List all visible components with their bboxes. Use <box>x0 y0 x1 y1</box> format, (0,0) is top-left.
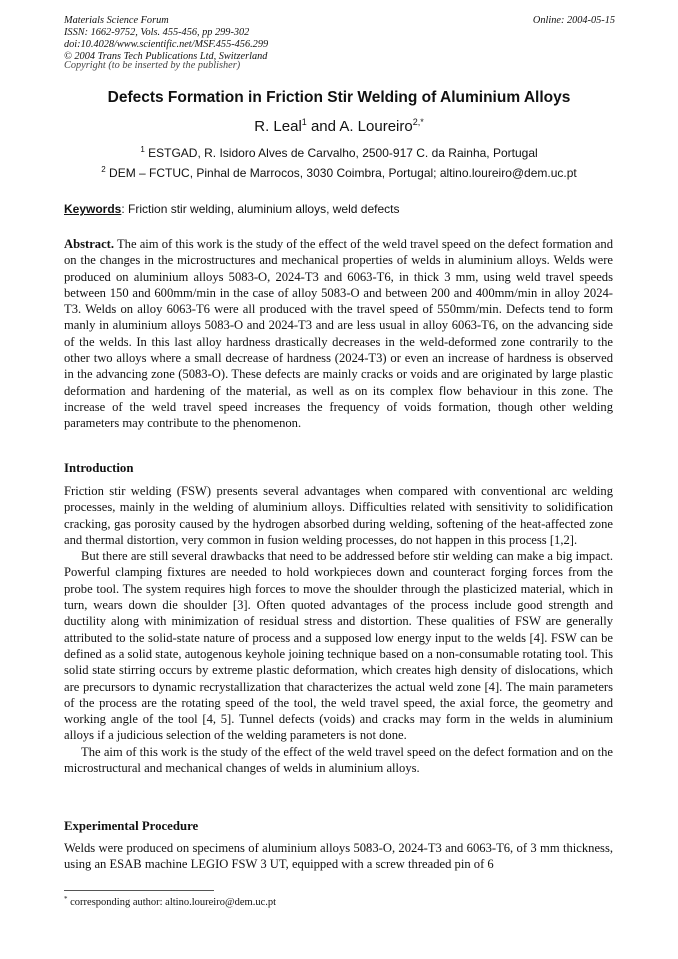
affiliation <box>0 166 678 180</box>
keywords-text: : Friction stir welding, aluminium alloys, weld defects <box>121 202 400 216</box>
paragraph: The aim of this work is the study of the effect of the weld travel speed on the defect formation and on the microstructural and mechanical changes of welds in aluminium alloys. <box>64 744 613 776</box>
copyright-line: © 2004 Trans Tech Publications Ltd, Switzerland <box>64 51 268 62</box>
footnote-rule <box>64 890 214 891</box>
author-connector: and <box>306 118 340 135</box>
abstract-label: Abstract. <box>64 237 115 251</box>
affiliation <box>0 146 678 160</box>
keywords-label: Keywords <box>64 202 122 216</box>
paper-title: Defects Formation in Friction Stir Welding of Aluminium Alloys <box>107 89 571 106</box>
publisher-ghost-line: Copyright (to be inserted by the publisher) <box>64 60 241 71</box>
issn-line: ISSN: 1662-9752, Vols. 455-456, pp 299-302 <box>64 27 250 38</box>
affiliation-mark: 1 <box>140 145 145 154</box>
introduction-section <box>64 483 613 776</box>
abstract-text: The aim of this work is the study of the effect of the weld travel speed on the defect formation and on the changes in the microstructures and mechanical properties of welds in aluminium alloys. Welds were produced on aluminium alloys 5083-O, 2024-T3 and 6063-T6, in thick 3 mm, using weld travel speeds between 150 and 600mm/min in the case of alloy 5083-O and between 200 and 400mm/min in alloy 2024-T3. Welds on alloy 6063-T6 were all produced with the travel speed of 550mm/min. Defects tend to form manly in aluminium alloys 5083-O and 2024-T3 and are less usual in alloy 6063-T6, on the advancing side of the welds. In this last alloy hardness drastically decreases in the weld-deformed zone contrarily to the other two alloys where a small decrease of hardness (2024-T3) or even an increase of hardness is observed in the advancing zone (5083-O). These defects are mainly cracks or voids and are originated by large plastic deformation and hardening of the material, as well as on its complex flow behaviour in this zone. The increase of the weld travel speed increases the frequency of voids formation, though other welding parameters may contribute to the phenomenon. <box>64 237 613 431</box>
keywords <box>64 202 399 216</box>
affiliation-mark: 2 <box>101 165 106 174</box>
author-affiliation-mark: 2,* <box>412 117 424 127</box>
footnote-text: corresponding author: altino.loureiro@dem.uc.pt <box>67 897 277 908</box>
author-list <box>0 118 678 135</box>
affiliation-text: DEM – FCTUC, Pinhal de Marrocos, 3030 Coimbra, Portugal; altino.loureiro@dem.uc.pt <box>109 166 577 180</box>
paragraph: Friction stir welding (FSW) presents several advantages when compared with conventional arc welding processes, mainly in the welding of aluminium alloys. Difficulties related with sensitivity to solidification cracking, gas porosity caused by the hydrogen absorbed during welding, softening of the heat-affected zone and thermal distortion, very common in fusion welding processes, do not happen in this process [1,2]. <box>64 484 613 547</box>
footnote-marker: * <box>64 895 68 903</box>
author-affiliation-mark: 1 <box>301 117 307 127</box>
doi-line: doi:10.4028/www.scientific.net/MSF.455-456.299 <box>64 39 269 50</box>
author-name: A. Loureiro <box>339 118 413 135</box>
experimental-section <box>64 840 613 873</box>
section-heading-introduction: Introduction <box>64 461 134 475</box>
section-heading-experimental: Experimental Procedure <box>64 819 199 833</box>
online-date: Online: 2004-05-15 <box>532 15 615 26</box>
journal-header <box>64 15 268 72</box>
paragraph: But there are still several drawbacks that need to be addressed before stir welding can make a big impact. Powerful clamping fixtures are needed to hold workpieces down and counteract forging forces from the probe tool. The system requires high forces to move the shoulder through the plasticized material, which in turn, wears down die shoulder [3]. Often quoted advantages of the process include good strength and ductility along with minimization of residual stress and distortion. These qualities of FSW are generally attributed to the solid-state nature of process and a supposed low energy input to the welds [4]. FSW can be defined as a solid state, autogenous keyhole joining technique based on a non-consumable rotating tool. This solid state stirring occurs by extreme plastic deformation, which creates high density of dislocations, which are precursors to dynamic recrystallization that characterizes the actual weld zone [4]. The main parameters of the process are the rotating speed of the tool, the weld travel speed, the axial force, the geometry and working angle of the tool [4, 5]. Tunnel defects (voids) and cracks may form in the welds in aluminium alloys if a judicious selection of the welding parameters is not done. <box>64 549 613 743</box>
abstract <box>64 236 613 432</box>
journal-name: Materials Science Forum <box>64 15 169 26</box>
author-name: R. Leal <box>254 118 302 135</box>
affiliation-text: ESTGAD, R. Isidoro Alves de Carvalho, 2500-917 C. da Rainha, Portugal <box>148 146 538 160</box>
paragraph: Welds were produced on specimens of aluminium alloys 5083-O, 2024-T3 and 6063-T6, of 3 mm thickness, using an ESAB machine LEGIO FSW 3 UT, equipped with a screw threaded pin of 6 <box>64 841 613 872</box>
footnote <box>64 897 276 908</box>
